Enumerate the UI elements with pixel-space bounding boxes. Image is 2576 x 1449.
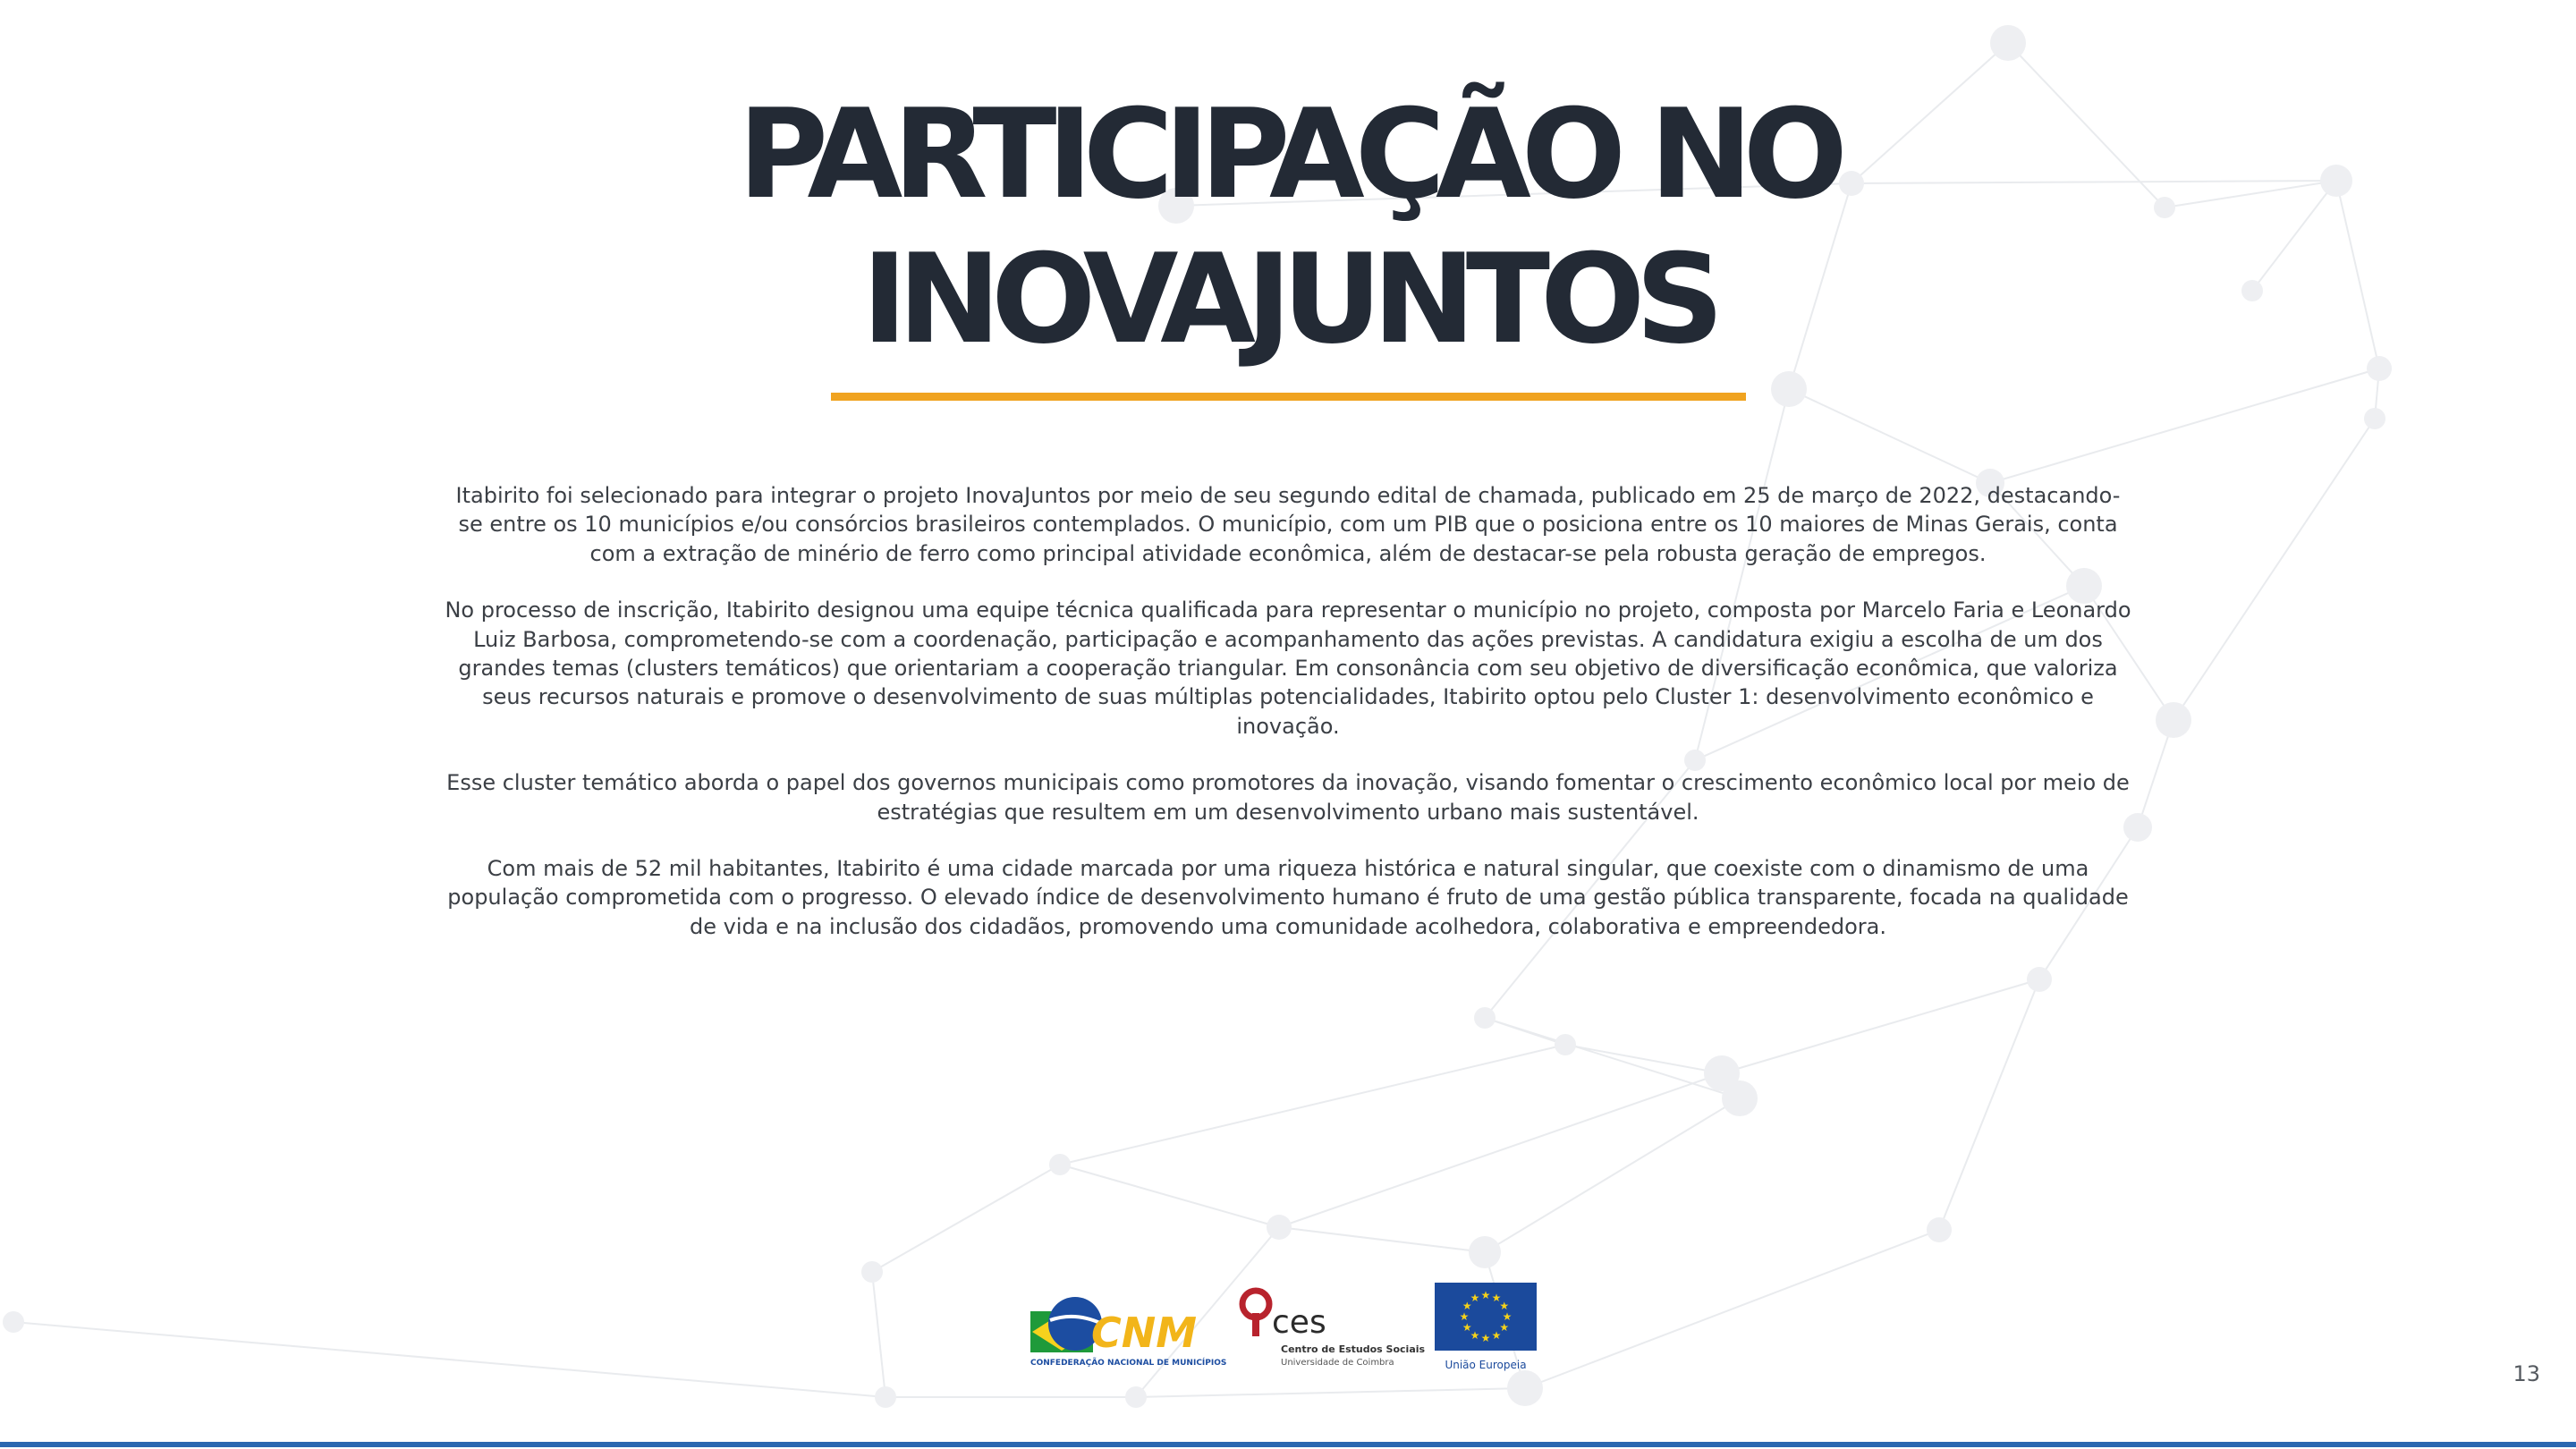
cnm-logo-text: CNM <box>1091 1309 1198 1357</box>
svg-text:★: ★ <box>1470 1328 1480 1342</box>
svg-text:★: ★ <box>1462 1300 1472 1312</box>
svg-text:★: ★ <box>1499 1300 1510 1312</box>
paragraph-selection: Itabirito foi selecionado para integrar o projeto InovaJuntos por meio de seu segundo edital de chamada, publicado em 25 de março de 2022, destacando-se entre os 10 municípios e/ou consórcios brasileiros contemplados. O município, com um PIB que o posiciona entre os 10 maiores de Minas Gerais, conta com a extração de minério de ferro como principal atividade econômica, além de destacar-se pela robusta geração de empregos. <box>455 483 2121 566</box>
body-text <box>444 481 2132 969</box>
svg-text:★: ★ <box>1491 1292 1502 1305</box>
page-number: 13 <box>2512 1361 2540 1386</box>
ces-logo-line-1: Centro de Estudos Sociais <box>1281 1343 1426 1355</box>
bottom-accent-bar <box>0 1442 2576 1447</box>
page-title-line-2: INOVAJUNTOS <box>861 227 1715 371</box>
paragraph-city: Com mais de 52 mil habitantes, Itabirito é uma cidade marcada por uma riqueza histórica e natural singular, que coexiste com o dinamismo de uma população comprometida com o progresso. O elevado índice de desenvolvimento humano é fruto de uma gestão pública transparente, focada na qualidade de vida e na inclusão dos cidadãos, promovendo uma comunidade acolhedora, colaborativa e empreendedora. <box>447 856 2129 939</box>
paragraph-cluster: Esse cluster temático aborda o papel dos governos municipais como promotores da inovação, visando fomentar o crescimento econômico local por meio de estratégias que resultem em um desenvolvimento urbano mais sustentável. <box>446 770 2130 825</box>
cnm-logo <box>1029 1292 1227 1372</box>
ces-logo-text: ces <box>1272 1304 1326 1341</box>
ces-logo <box>1236 1277 1426 1376</box>
page-title <box>0 82 2576 372</box>
svg-text:★: ★ <box>1459 1310 1470 1323</box>
svg-text:★: ★ <box>1491 1328 1502 1342</box>
page-title-line-1: PARTICIPAÇÃO NO <box>738 82 1838 226</box>
svg-text:★: ★ <box>1499 1321 1510 1334</box>
svg-text:★: ★ <box>1480 1332 1491 1344</box>
title-underline <box>831 393 1746 401</box>
svg-text:★: ★ <box>1462 1321 1472 1334</box>
svg-text:★: ★ <box>1480 1289 1491 1301</box>
cnm-logo-subtitle: CONFEDERAÇÃO NACIONAL DE MUNICÍPIOS <box>1030 1359 1227 1368</box>
eu-logo <box>1433 1283 1540 1372</box>
svg-text:★: ★ <box>1502 1310 1513 1323</box>
svg-text:★: ★ <box>1470 1292 1480 1305</box>
eu-logo-caption: União Europeia <box>1445 1359 1527 1371</box>
paragraph-inscription: No processo de inscrição, Itabirito designou uma equipe técnica qualificada para representar o município no projeto, composta por Marcelo Faria e Leonardo Luiz Barbosa, comprometendo-se com a coordenação, participação e acompanhamento das ações previstas. A candidatura exigiu a escolha de um dos grandes temas (clusters temáticos) que orientariam a cooperação triangular. Em consonância com seu objetivo de diversificação econômica, que valoriza seus recursos naturais e promove o desenvolvimento de suas múltiplas potencialidades, Itabirito optou pelo Cluster 1: desenvolvimento econômico e inovação. <box>445 597 2131 739</box>
ces-logo-line-2: Universidade de Coimbra <box>1281 1358 1394 1368</box>
